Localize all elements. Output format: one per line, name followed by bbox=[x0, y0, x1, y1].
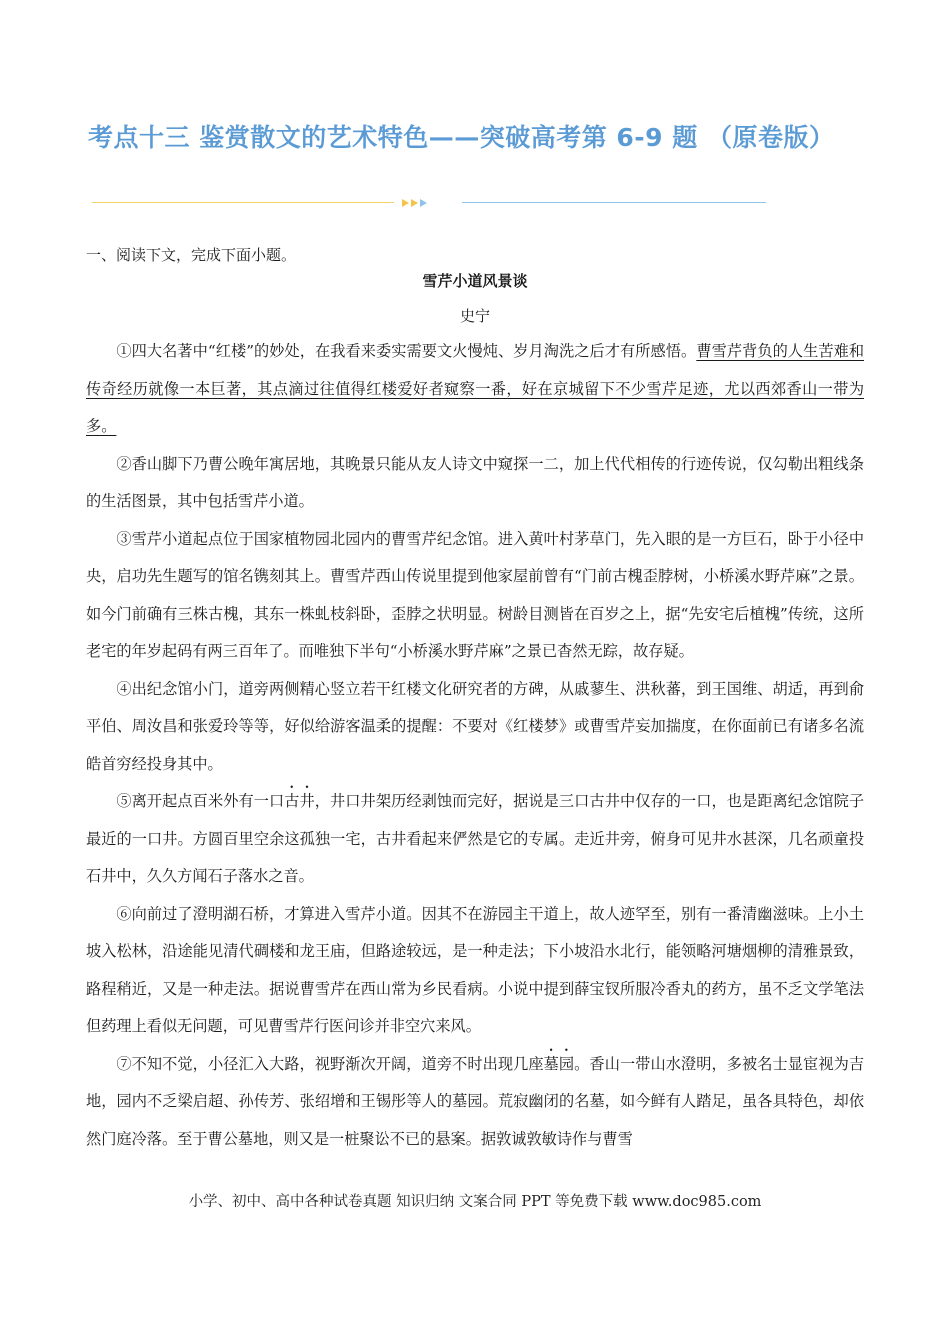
question-prompt: 一、阅读下文，完成下面小题。 bbox=[86, 246, 297, 264]
essay-body bbox=[86, 333, 864, 1158]
emphasized-word-cemetery: 墓园 bbox=[543, 1054, 575, 1073]
paragraph-7 bbox=[86, 1046, 864, 1159]
paragraph-7-text-a: ⑦不知不觉，小径汇入大路，视野渐次开阔，道旁不时出现几座 bbox=[116, 1054, 544, 1073]
paragraph-5-text-a: ⑤离开起点百米外有一口 bbox=[116, 792, 285, 810]
decorative-divider bbox=[92, 196, 766, 210]
paragraph-4: ④出纪念馆小门，道旁两侧精心竖立若干红楼文化研究者的方碑，从戚蓼生、洪秋蕃，到王国维、胡适，再到俞平伯、周汝昌和张爱玲等等，好似给游客温柔的提醒：不要对《红楼梦》或曹雪芹妄加揣度，在你面前已有诸多名流皓首穷经投身其中。 bbox=[86, 679, 864, 773]
underlined-sentence: 曹雪芹背负的人生苦难和传奇经历就像一本巨著，其点滴过往值得红楼爱好者窥察一番，好在京城留下不少雪芹足迹，尤以西郊香山一带为多。 bbox=[86, 342, 865, 435]
paragraph-2: ②香山脚下乃曹公晚年寓居地，其晚景只能从友人诗文中窥探一二，加上代代相传的行迹传说，仅勾勒出粗线条的生活图景，其中包括雪芹小道。 bbox=[86, 454, 864, 510]
paragraph-1 bbox=[86, 333, 864, 446]
arrow-right-icon bbox=[402, 196, 434, 210]
emphasized-word-ancient-well: 古井 bbox=[284, 792, 315, 810]
paragraph-7-text-b: 。香山一带山水澄明，多被名士显宦视为吉地，园内不乏梁启超、孙传芳、张绍增和王锡彤等人的墓园。荒寂幽闭的名墓，如今鲜有人踏足，虽各具特色，却依然门庭冷落。至于曹公墓地，则又是一桩聚讼不已的悬案。据敦诚敦敏诗作与曹雪 bbox=[86, 1054, 865, 1148]
divider-line-left bbox=[92, 202, 394, 203]
essay-title: 雪芹小道风景谈 bbox=[422, 272, 528, 290]
paragraph-6: ⑥向前过了澄明湖石桥，才算进入雪芹小道。因其不在游园主干道上，故人迹罕至，别有一番清幽滋味。上小土坡入松林，沿途能见清代碉楼和龙王庙，但路途较远，是一种走法；下小坡沿水北行，能领略河塘烟柳的清雅景致，路程稍近，又是一种走法。据说曹雪芹在西山常为乡民看病。小说中提到薛宝钗所服冷香丸的药方，虽不乏文学笔法但药理上看似无问题，可见曹雪芹行医问诊并非空穴来风。 bbox=[86, 904, 864, 1035]
paragraph-3: ③雪芹小道起点位于国家植物园北园内的曹雪芹纪念馆。进入黄叶村茅草门，先入眼的是一方巨石，卧于小径中央，启功先生题写的馆名镌刻其上。曹雪芹西山传说里提到他家屋前曾有“门前古槐歪脖树，小桥溪水野芹麻”之景。如今门前确有三株古槐，其东一株虬枝斜卧，歪脖之状明显。树龄目测皆在百岁之上，据“先安宅后植槐”传统，这所老宅的年岁起码有两三百年了。而唯独下半句“小桥溪水野芹麻”之景已杳然无踪，故存疑。 bbox=[86, 529, 864, 660]
essay-author: 史宁 bbox=[459, 307, 490, 325]
footer-text: 小学、初中、高中各种试卷真题 知识归纳 文案合同 PPT 等免费下载 www.doc985.com bbox=[188, 1194, 762, 1210]
divider-line-right bbox=[462, 202, 766, 203]
paragraph-5 bbox=[86, 783, 864, 896]
paragraph-5-text-b: ，井口井架历经剥蚀而完好，据说是三口古井中仅存的一口，也是距离纪念馆院子最近的一口井。方圆百里空余这孤独一宅，古井看起来俨然是它的专属。走近井旁，俯身可见井水甚深，几名顽童投石井中，久久方闻石子落水之音。 bbox=[86, 792, 865, 885]
page-title: 考点十三 鉴赏散文的艺术特色——突破高考第 6-9 题 （原卷版） bbox=[88, 123, 835, 152]
paragraph-1-text: ①四大名著中“红楼”的妙处，在我看来委实需要文火慢炖、岁月淘洗之后才有所感悟。 bbox=[116, 342, 697, 360]
